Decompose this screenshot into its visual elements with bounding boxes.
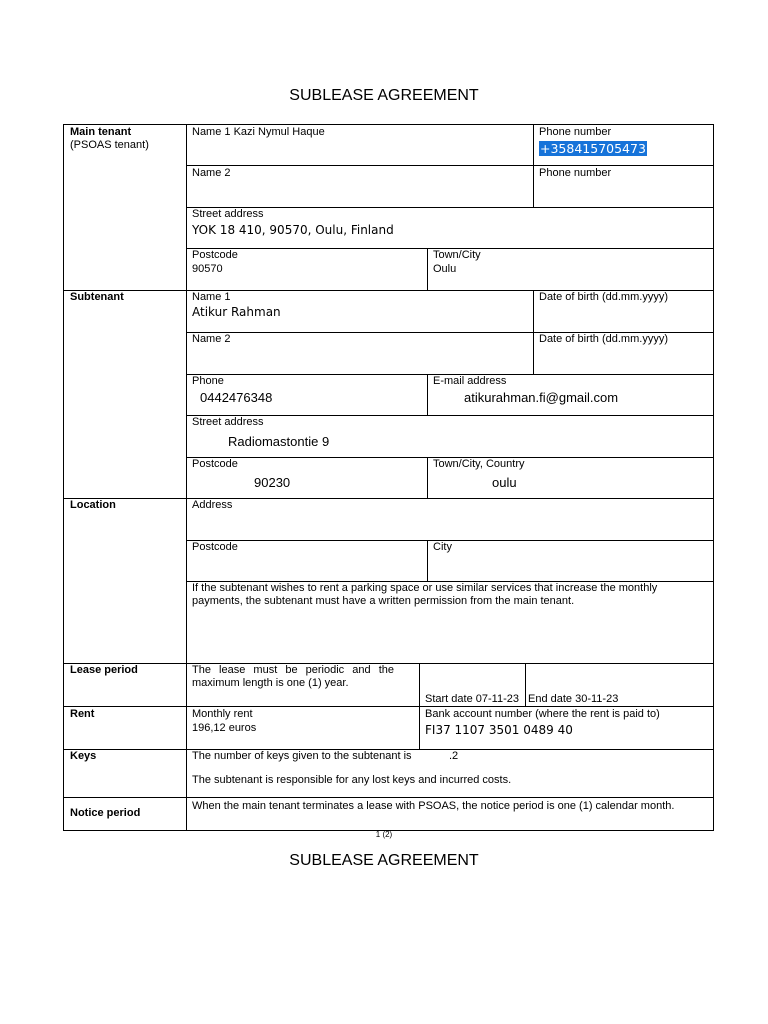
lease-end-date[interactable]: End date 30-11-23 [528, 693, 619, 705]
lease-start-date[interactable]: Start date 07-11-23 [425, 693, 519, 705]
keys-count-text: The number of keys given to the subtenant is [192, 750, 412, 762]
subtenant-phone-label: Phone [192, 375, 224, 387]
main-tenant-phone1-value[interactable] [539, 141, 647, 158]
main-tenant-street-value[interactable]: YOK 18 410, 90570, Oulu, Finland [192, 223, 394, 237]
subtenant-phone-value[interactable]: 0442476348 [200, 390, 273, 405]
location-address-label[interactable]: Address [192, 499, 233, 511]
subtenant-heading: Subtenant [70, 291, 124, 303]
main-tenant-town-label: Town/City [433, 249, 481, 261]
location-city-label[interactable]: City [433, 541, 452, 553]
main-tenant-name1-value: Kazi Nymul Haque [233, 126, 325, 138]
main-tenant-street-label: Street address [192, 208, 264, 220]
main-tenant-heading: Main tenant [70, 126, 132, 138]
subtenant-postcode-label: Postcode [192, 458, 238, 470]
subtenant-street-value[interactable]: Radiomastontie 9 [228, 434, 330, 449]
next-page-title: SUBLEASE AGREEMENT [289, 852, 479, 869]
rent-bank-value[interactable]: FI37 1107 3501 0489 40 [425, 723, 573, 737]
subtenant-street-label: Street address [192, 416, 264, 428]
subtenant-email-value[interactable]: atikurahman.fi@gmail.com [464, 390, 619, 405]
main-tenant-postcode-value[interactable]: 90570 [192, 263, 223, 275]
agreement-form-table [63, 124, 714, 831]
notice-period-text: When the main tenant terminates a lease with PSOAS, the notice period is one (1) calendar month. [192, 800, 675, 812]
main-tenant-phone1-label: Phone number [539, 126, 612, 138]
subtenant-name1-value[interactable]: Atikur Rahman [192, 305, 281, 319]
subtenant-dob1-label[interactable]: Date of birth (dd.mm.yyyy) [539, 291, 668, 303]
subtenant-town-value[interactable]: oulu [492, 475, 517, 490]
rent-heading: Rent [70, 708, 95, 720]
subtenant-town-label: Town/City, Country [433, 458, 525, 470]
rent-monthly-label: Monthly rent [192, 708, 253, 720]
rent-bank-label: Bank account number (where the rent is paid to) [425, 708, 660, 720]
main-tenant-phone2-label[interactable]: Phone number [539, 167, 612, 179]
subtenant-dob2-label[interactable]: Date of birth (dd.mm.yyyy) [539, 333, 668, 345]
notice-period-heading: Notice period [70, 807, 141, 819]
subtenant-postcode-value[interactable]: 90230 [254, 475, 291, 490]
main-tenant-phone1-highlighted: +358415705473 [540, 141, 646, 156]
keys-responsibility: The subtenant is responsible for any lost keys and incurred costs. [192, 774, 512, 786]
location-heading: Location [70, 499, 116, 511]
main-tenant-name2-label[interactable]: Name 2 [192, 167, 231, 179]
subtenant-email-label: E-mail address [433, 375, 507, 387]
keys-heading: Keys [70, 750, 97, 762]
main-tenant-postcode-label: Postcode [192, 249, 238, 261]
main-tenant-subheading: (PSOAS tenant) [70, 139, 149, 151]
keys-count-value[interactable]: .2 [449, 750, 459, 762]
location-parking-note: If the subtenant wishes to rent a parking space or use similar services that increase the monthly payments, the subtenant must have a written permission from the main tenant. [192, 582, 658, 607]
location-postcode-label[interactable]: Postcode [192, 541, 238, 553]
lease-period-heading: Lease period [70, 664, 138, 676]
subtenant-name1-label: Name 1 [192, 291, 231, 303]
rent-monthly-value[interactable]: 196,12 euros [192, 722, 257, 734]
page-title: SUBLEASE AGREEMENT [289, 87, 479, 104]
lease-period-note: The lease must be periodic and the maximum length is one (1) year. [192, 664, 394, 689]
page-number: 1 (2) [375, 830, 393, 839]
main-tenant-town-value[interactable]: Oulu [433, 263, 457, 275]
main-tenant-name1[interactable] [192, 126, 325, 139]
main-tenant-name1-label: Name 1 [192, 126, 231, 138]
subtenant-name2-label[interactable]: Name 2 [192, 333, 231, 345]
